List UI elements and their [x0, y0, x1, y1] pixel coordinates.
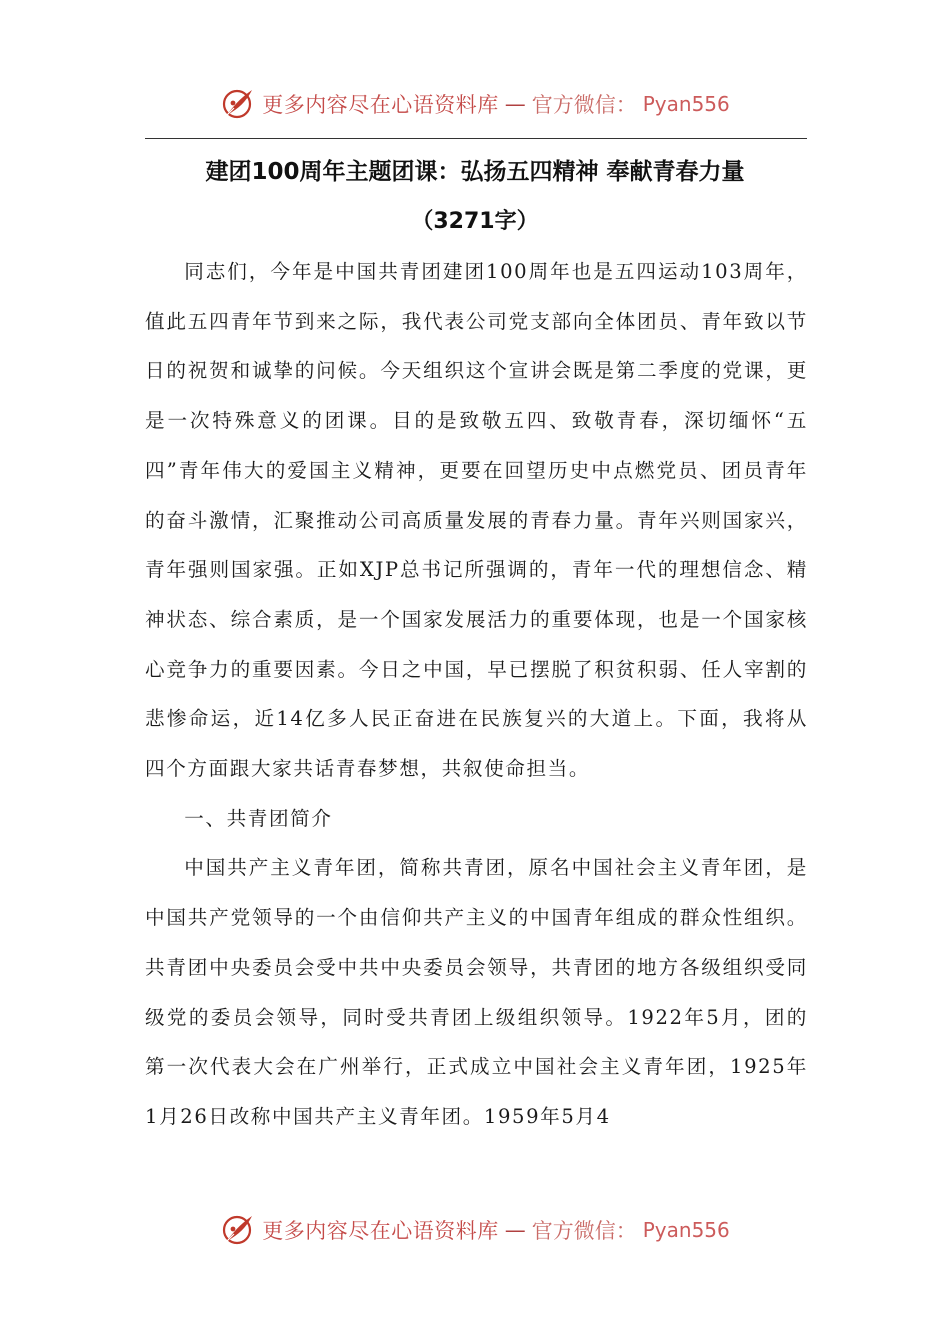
document-word-count: （3271字） — [411, 209, 539, 234]
document-body — [145, 247, 808, 1142]
footer-wechat-id: Pyan556 — [642, 1218, 730, 1242]
header-wechat-id: Pyan556 — [642, 92, 730, 116]
section-1-paragraph: 中国共产主义青年团，简称共青团，原名中国社会主义青年团，是中国共产党领导的一个由信仰共产主义的中国青年组成的群众性组织。共青团中央委员会受中共中央委员会领导，共青团的地方各级组织受同级党的委员会领导，同时受共青团上级组织领导。1922年5月，团的第一次代表大会在广州举行，正式成立中国社会主义青年团，1925年1月26日改称中国共产主义青年团。1959年5月4 — [145, 856, 808, 1128]
header-dash: — — [504, 92, 526, 116]
footer-site-text: 更多内容尽在心语资料库 — [262, 1219, 499, 1243]
header-site-text: 更多内容尽在心语资料库 — [262, 93, 499, 117]
document-title: 建团100周年主题团课：弘扬五四精神 奉献青春力量 — [205, 159, 745, 185]
header-wechat-label: 官方微信： — [531, 93, 637, 117]
quill-logo-icon — [220, 1212, 256, 1248]
header-divider — [145, 138, 807, 139]
footer-banner-content — [220, 1212, 730, 1248]
footer-dash: — — [504, 1218, 526, 1242]
section-heading-1: 一、共青团简介 — [184, 806, 333, 830]
footer-wechat-label: 官方微信： — [531, 1219, 637, 1243]
quill-logo-icon — [220, 86, 256, 122]
intro-paragraph: 同志们，今年是中国共青团建团100周年也是五四运动103周年，值此五四青年节到来之际，我代表公司党支部向全体团员、青年致以节日的祝贺和诚挚的问候。今天组织这个宣讲会既是第二季度的党课，更是一次特殊意义的团课。目的是致敬五四、致敬青春，深切缅怀“五四”青年伟大的爱国主义精神，更要在回望历史中点燃党员、团员青年的奋斗激情，汇聚推动公司高质量发展的青春力量。青年兴则国家兴，青年强则国家强。正如XJP总书记所强调的，青年一代的理想信念、精神状态、综合素质，是一个国家发展活力的重要体现，也是一个国家核心竞争力的重要因素。今日之中国，早已摆脱了积贫积弱、任人宰割的悲惨命运，近14亿多人民正奋进在民族复兴的大道上。下面，我将从四个方面跟大家共话青春梦想，共叙使命担当。 — [145, 260, 808, 781]
footer-banner — [0, 1208, 950, 1252]
header-banner — [0, 82, 950, 126]
header-banner-content — [220, 86, 730, 122]
